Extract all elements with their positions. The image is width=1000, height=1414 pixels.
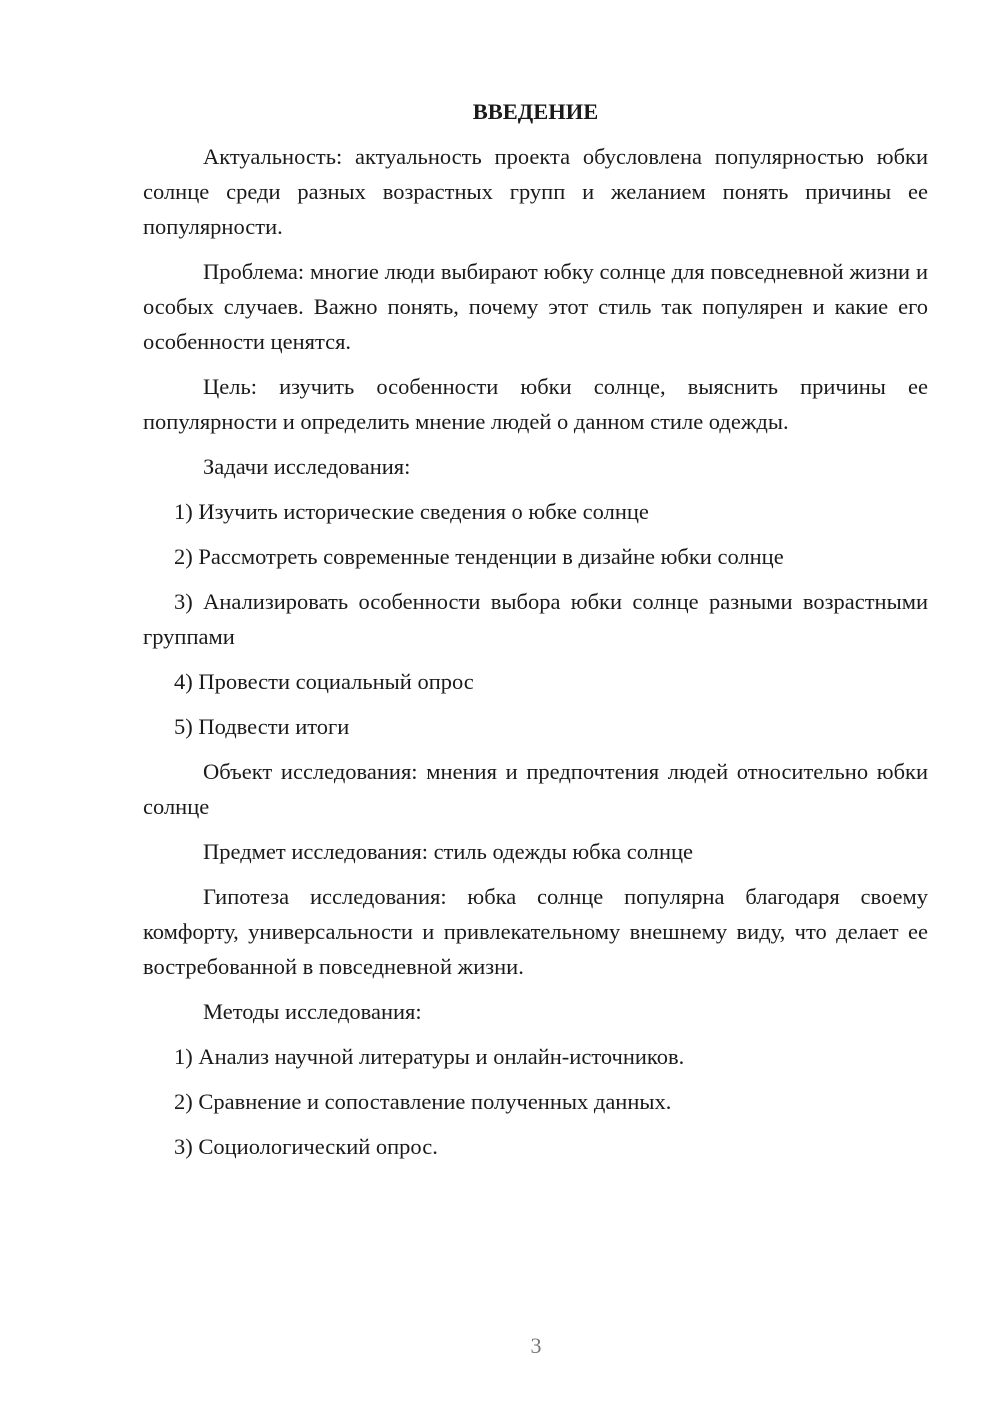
task-item: 1) Изучить исторические сведения о юбке солнце (174, 499, 649, 524)
goal-paragraph: Цель: изучить особенности юбки солнце, выяснить причины ее популярности и определить мнение людей о данном стиле одежды. (143, 374, 928, 434)
page-number: 3 (530, 1333, 542, 1358)
page-content (143, 94, 928, 1174)
task-item: 4) Провести социальный опрос (174, 669, 474, 694)
section-heading: ВВЕДЕНИЕ (472, 99, 599, 124)
subject-paragraph: Предмет исследования: стиль одежды юбка солнце (203, 839, 694, 864)
task-item: 5) Подвести итоги (174, 714, 350, 739)
tasks-title: Задачи исследования: (203, 454, 411, 479)
task-item: 2) Рассмотреть современные тенденции в дизайне юбки солнце (174, 544, 784, 569)
method-item: 2) Сравнение и сопоставление полученных данных. (174, 1089, 672, 1114)
problem-paragraph: Проблема: многие люди выбирают юбку солнце для повседневной жизни и особых случаев. Важно понять, почему этот стиль так популярен и какие его особенности ценятся. (143, 259, 928, 354)
method-item: 3) Социологический опрос. (174, 1134, 438, 1159)
method-item: 1) Анализ научной литературы и онлайн-источников. (174, 1044, 685, 1069)
methods-title: Методы исследования: (203, 999, 422, 1024)
task-item: 3) Анализировать особенности выбора юбки солнце разными возрастными группами (143, 589, 928, 649)
relevance-paragraph: Актуальность: актуальность проекта обусловлена популярностью юбки солнце среди разных возрастных групп и желанием понять причины ее популярности. (143, 144, 928, 239)
hypothesis-paragraph: Гипотеза исследования: юбка солнце популярна благодаря своему комфорту, универсальности и привлекательному внешнему виду, что делает ее востребованной в повседневной жизни. (143, 884, 928, 979)
object-paragraph: Объект исследования: мнения и предпочтения людей относительно юбки солнце (143, 759, 928, 819)
